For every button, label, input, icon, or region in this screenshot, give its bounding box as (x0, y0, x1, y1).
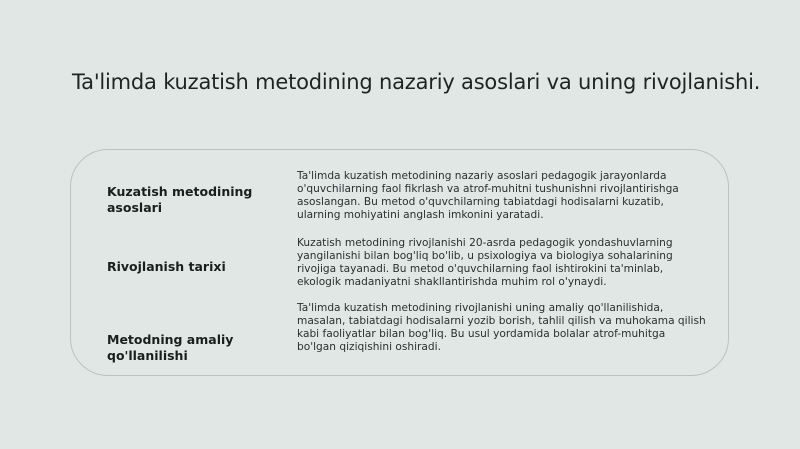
row-label: Kuzatish metodining asoslari (107, 184, 253, 215)
row-text: Ta'limda kuzatish metodining nazariy asoslari pedagogik jarayonlarda o'quvchilarning faol fikrlash va atrof-muhitni tushunishni rivojlantirishga asoslangan. Bu metod o'quvchilarning tabiatdagi hodisalarni kuzatib, ularning mohiyatini anglash imkonini yaratadi. (297, 170, 679, 221)
slide-title: Ta'limda kuzatish metodining nazariy asoslari va uning rivojlanishi. (72, 70, 761, 94)
row-label: Rivojlanish tarixi (107, 259, 226, 274)
row-text: Ta'limda kuzatish metodining rivojlanishi uning amaliy qo'llanilishida, masalan, tabiatdagi hodisalarni yozib borish, tahlil qilish va muhokama qilish kabi faoliyatlar bilan bog'liq. Bu usul yordamida bolalar atrof-muhitga bo'lgan qiziqishini oshiradi. (297, 302, 706, 353)
row-text: Kuzatish metodining rivojlanishi 20-asrda pedagogik yondashuvlarning yangilanishi bilan bog'liq bo'lib, u psixologiya va biologiya sohalarining rivojiga tayanadi. Bu metod o'quvchilarning faol ishtirokini ta'minlab, ekologik madaniyatni shakllantirishda muhim rol o'ynaydi. (297, 237, 673, 288)
content-card (70, 149, 729, 376)
row-label: Metodning amaliy qo'llanilishi (107, 332, 234, 363)
